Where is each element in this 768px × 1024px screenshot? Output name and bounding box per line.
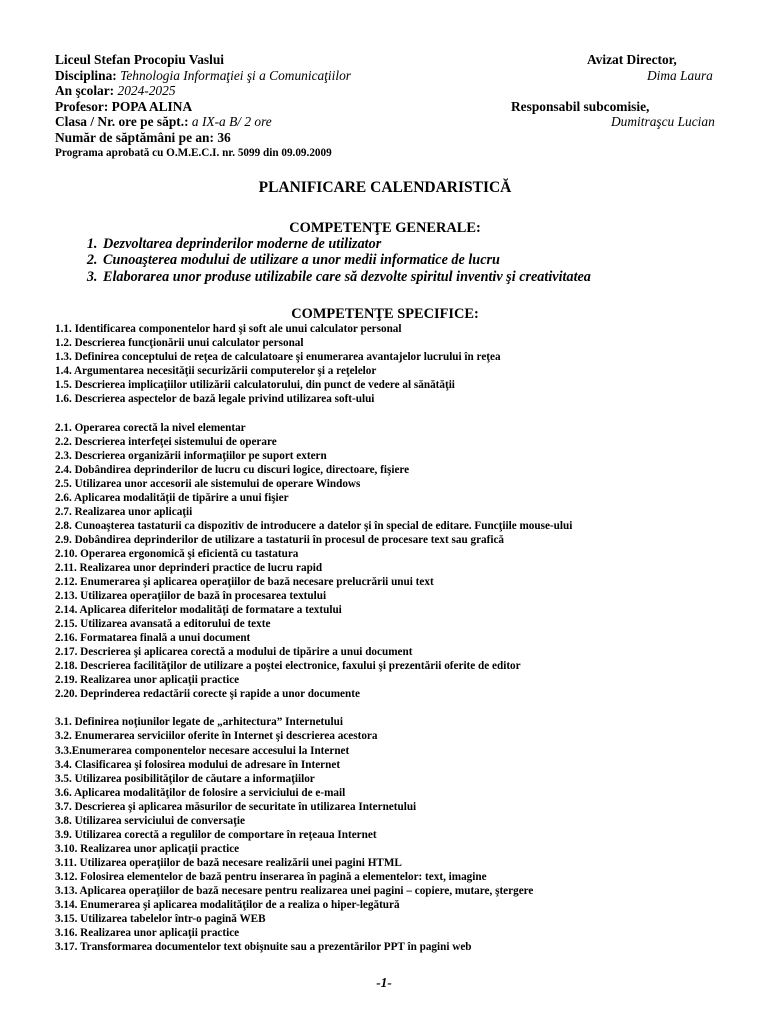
specific-competence-item: 2.10. Operarea ergonomică şi eficientă cu tastatura	[55, 547, 299, 560]
director-label: Avizat Director,	[587, 52, 677, 67]
specific-competence-item: 2.13. Utilizarea operaţiilor de bază în procesarea textului	[55, 590, 327, 603]
subcommission-label: Responsabil subcomisie,	[511, 98, 650, 114]
competence-group-1	[55, 322, 715, 406]
specific-competence-item: 1.3. Definirea conceptului de reţea de calculatoare şi enumerarea avantajelor lucrului în reţea	[55, 351, 501, 364]
specific-competences-heading: COMPETENŢE SPECIFICE:	[291, 306, 479, 323]
specific-competence-item: 1.5. Descrierea implicaţiilor utilizării calculatorului, din punct de vedere al sănătăţii	[55, 379, 455, 392]
specific-competence-item: 3.13. Aplicarea operaţiilor de bază necesare pentru realizarea unei pagini – copiere, mutare, ştergere	[55, 885, 534, 897]
competence-group-3	[55, 715, 715, 954]
specific-competence-item: 3.8. Utilizarea serviciului de conversaţie	[55, 814, 245, 827]
specific-competence-item: 2.20. Deprinderea redactării corecte şi rapide a unor documente	[55, 688, 360, 701]
general-competence: 1. Dezvoltarea deprinderilor moderne de utilizator	[101, 236, 715, 252]
document-header	[55, 52, 715, 160]
specific-competence-item: 3.7. Descrierea şi aplicarea măsurilor de securitate în utilizarea Internetului	[55, 800, 417, 813]
specific-competence-item: 3.2. Enumerarea serviciilor oferite în Internet şi descrierea acestora	[55, 730, 378, 743]
specific-competence-item: 3.10. Realizarea unor aplicaţii practice	[55, 842, 240, 855]
teacher-line: Profesor: POPA ALINA	[55, 98, 193, 114]
specific-competence-item: 3.11. Utilizarea operaţiilor de bază necesare realizării unei pagini HTML	[55, 856, 402, 869]
discipline-line	[55, 68, 525, 84]
specific-competence-item: 2.15. Utilizarea avansată a editorului de texte	[55, 618, 271, 631]
header-right	[511, 52, 731, 130]
weeks-line: Număr de săptămâni pe an: 36	[55, 129, 231, 145]
specific-competence-item: 2.11. Realizarea unor deprinderi practice de lucru rapid	[55, 561, 323, 574]
general-competence: 3. Elaborarea unor produse utilizabile care să dezvolte spiritul inventiv şi creativitatea	[101, 269, 715, 285]
specific-competence-item: 3.17. Transformarea documentelor text obişnuite sau a prezentărilor PPT în pagini web	[55, 941, 472, 954]
specific-competence-item: 3.9. Utilizarea corectă a regulilor de comportare în reţeaua Internet	[55, 828, 377, 841]
school-year-line	[55, 83, 525, 99]
specific-competence-item: 2.17. Descrierea şi aplicarea corectă a modului de tipărire a unui document	[55, 646, 413, 659]
specific-competence-item: 1.1. Identificarea componentelor hard şi soft ale unui calculator personal	[55, 323, 402, 336]
discipline-label: Disciplina:	[55, 67, 117, 83]
specific-competence-item: 2.5. Utilizarea unor accesorii ale sistemului de operare Windows	[55, 477, 361, 490]
specific-competence-item: 2.14. Aplicarea diferitelor modalităţi de formatare a textului	[55, 604, 342, 617]
specific-competence-item: 3.12. Folosirea elementelor de bază pentru inserarea în pagină a elementelor: text, imagine	[55, 870, 487, 883]
header-left	[55, 52, 525, 161]
discipline-value: Tehnologia Informaţiei şi a Comunicaţiilor	[120, 67, 352, 83]
specific-competence-item: 2.1. Operarea corectă la nivel elementar	[55, 421, 246, 434]
program-line: Programa aprobată cu O.M.E.C.I. nr. 5099 din 09.09.2009	[55, 146, 332, 159]
specific-competence-item: 2.12. Enumerarea şi aplicarea operaţiilor de bază necesare prelucrării unui text	[55, 576, 434, 589]
general-competences-heading: COMPETENŢE GENERALE:	[289, 220, 481, 236]
specific-competence-item: 2.3. Descrierea organizării informaţiilor pe suport extern	[55, 449, 327, 462]
specific-competence-item: 2.6. Aplicarea modalităţii de tipărire a unui fişier	[55, 491, 289, 504]
specific-competence-item: 3.4. Clasificarea şi folosirea modului de adresare în Internet	[55, 758, 341, 771]
specific-competence-item: 2.8. Cunoaşterea tastaturii ca dispozitiv de introducere a datelor şi în special de editare. Funcţiile mouse-ului	[55, 519, 573, 532]
class-value: a IX-a B/ 2 ore	[191, 114, 272, 130]
subcommission-name: Dumitraşcu Lucian	[611, 114, 715, 130]
specific-competence-item: 2.16. Formatarea finală a unui document	[55, 632, 251, 645]
specific-competence-item: 3.1. Definirea noţiunilor legate de „arhitectura” Internetului	[55, 716, 343, 729]
director-name: Dima Laura	[647, 67, 713, 83]
general-competence: 2. Cunoaşterea modului de utilizare a unor medii informatice de lucru	[101, 252, 715, 268]
document-title: PLANIFICARE CALENDARISTICĂ	[258, 179, 512, 196]
specific-competence-item: 3.6. Aplicarea modalităţilor de folosire a serviciului de e-mail	[55, 786, 346, 799]
specific-competence-item: 2.4. Dobândirea deprinderilor de lucru cu discuri logice, directoare, fişiere	[55, 463, 410, 476]
specific-competence-item: 2.9. Dobândirea deprinderilor de utilizare a tastaturii în procesul de procesare text sau grafică	[55, 533, 505, 546]
school-name: Liceul Stefan Procopiu Vaslui	[55, 52, 225, 67]
class-label: Clasa / Nr. ore pe săpt.:	[55, 114, 189, 130]
school-year-value: 2024-2025	[117, 83, 176, 99]
specific-competence-item: 3.14. Enumerarea şi aplicarea modalităţilor de a realiza o hiper-legătură	[55, 899, 400, 912]
specific-competence-item: 1.6. Descrierea aspectelor de bază legale privind utilizarea soft-ului	[55, 393, 375, 406]
specific-competence-item: 3.5. Utilizarea posibilităţilor de căutare a informaţiilor	[55, 772, 315, 785]
page-number: -1-	[376, 975, 392, 990]
specific-competence-item: 2.19. Realizarea unor aplicaţii practice	[55, 674, 240, 687]
class-line	[55, 114, 525, 130]
specific-competence-item: 1.2. Descrierea funcţionării unui calculator personal	[55, 337, 304, 350]
school-year-label: An şcolar:	[55, 83, 115, 99]
competence-group-2	[55, 421, 715, 702]
specific-competence-item: 2.18. Descrierea facilităţilor de utilizare a poştei electronice, faxului şi prezentării oferite de editor	[55, 660, 521, 673]
specific-competence-item: 3.16. Realizarea unor aplicaţii practice	[55, 927, 240, 940]
document-page	[55, 52, 715, 954]
specific-competence-item: 3.3.Enumerarea componentelor necesare accesului la Internet	[55, 744, 350, 757]
specific-competence-item: 2.7. Realizarea unor aplicaţii	[55, 505, 193, 518]
specific-competence-item: 1.4. Argumentarea necesităţii securizării computerelor şi a reţelelor	[55, 365, 377, 378]
specific-competences-list	[55, 322, 715, 954]
specific-competence-item: 2.2. Descrierea interfeţei sistemului de operare	[55, 435, 277, 448]
specific-competence-item: 3.15. Utilizarea tabelelor într-o pagină WEB	[55, 913, 266, 926]
general-competences-list	[55, 236, 715, 285]
